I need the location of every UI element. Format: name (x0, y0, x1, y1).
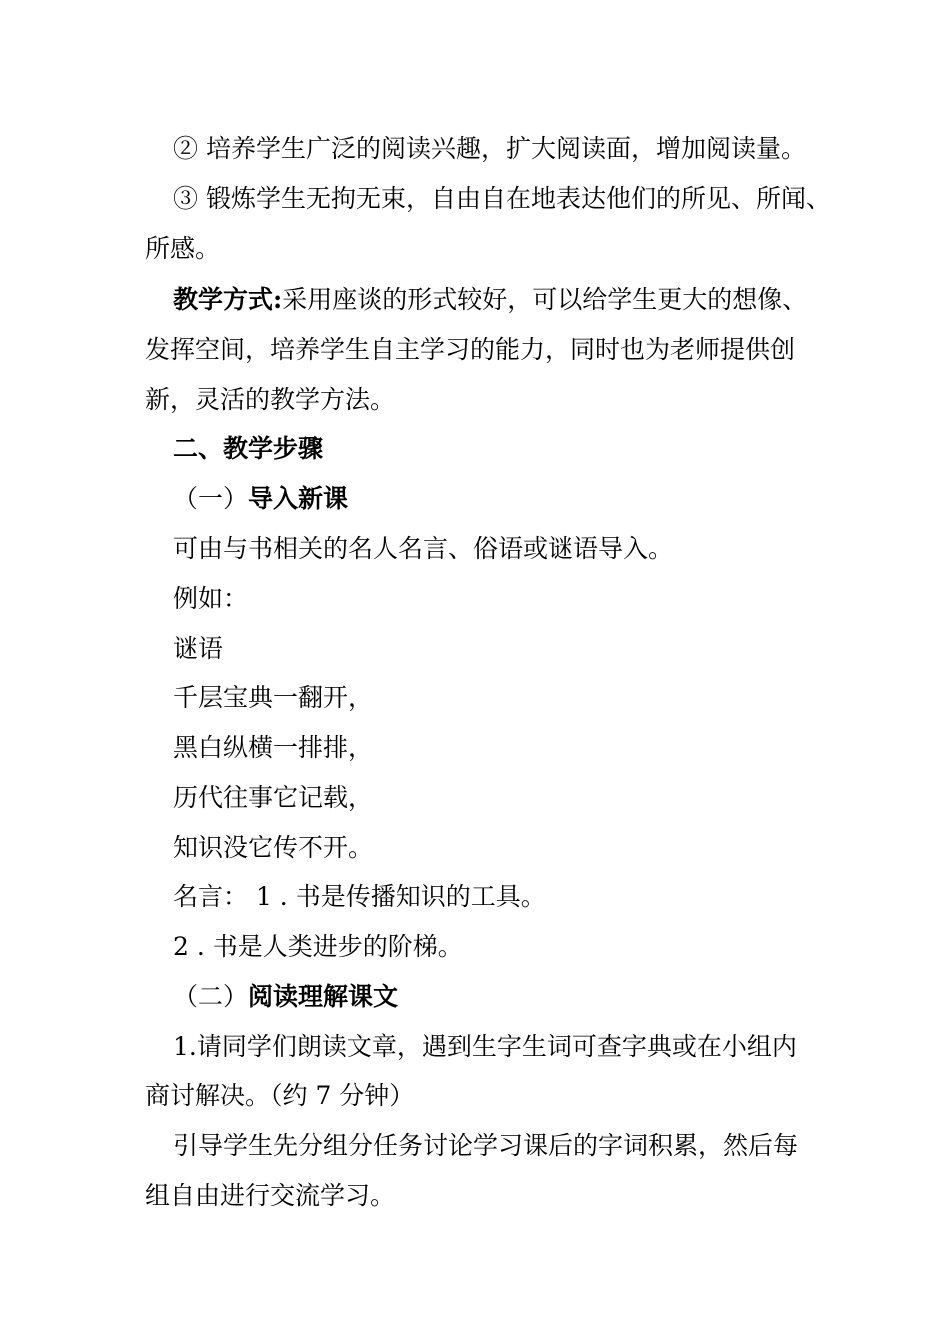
riddle-label: 谜语 (173, 634, 224, 663)
riddle-line: 知识没它传不开。 (173, 833, 374, 862)
quote-1: 名言： 1 . 书是传播知识的工具。 (173, 882, 546, 911)
step-2-title: 阅读理解课文 (248, 982, 399, 1011)
teaching-method-line-2: 发挥空间，培养学生自主学习的能力，同时也为老师提供创 (145, 335, 796, 364)
quote-2: 2 . 书是人类进步的阶梯。 (173, 932, 463, 961)
riddle-line: 历代往事它记载， (173, 783, 374, 812)
objective-3-line-2: 所感。 (145, 234, 221, 263)
teaching-method-line-3: 新，灵活的教学方法。 (145, 385, 396, 414)
section-heading-teaching-steps: 二、教学步骤 (173, 434, 324, 463)
teaching-method-text: 采用座谈的形式较好，可以给学生更大的想像、 (282, 285, 808, 314)
teaching-method-line-1 (173, 283, 853, 317)
guide-line-2: 组自由进行交流学习。 (145, 1181, 396, 1210)
example-label: 例如： (173, 584, 249, 613)
task-1-line-1: 1.请同学们朗读文章，遇到生字生词可查字典或在小组内 (173, 1032, 797, 1061)
riddle-line: 千层宝典一翻开， (173, 683, 374, 712)
guide-line-1: 引导学生先分组分任务讨论学习课后的字词积累，然后每 (173, 1131, 799, 1160)
teaching-method-label: 教学方式: (173, 285, 283, 314)
step-2-prefix: （二） (173, 982, 249, 1011)
step-1-prefix: （一） (173, 484, 249, 513)
step-1-text: 可由与书相关的名人名言、俗语或谜语导入。 (173, 534, 674, 563)
objective-2: ② 培养学生广泛的阅读兴趣，扩大阅读面，增加阅读量。 (173, 134, 806, 163)
objective-3-line-1: ③ 锻炼学生无拘无束，自由自在地表达他们的所见、所闻、 (173, 184, 831, 213)
step-1-heading (173, 482, 853, 516)
riddle-line: 黑白纵横一排排， (173, 733, 374, 762)
step-1-title: 导入新课 (248, 484, 349, 513)
step-2-heading (173, 980, 853, 1014)
task-1-line-2: 商讨解决。（约 7 分钟） (145, 1081, 415, 1110)
